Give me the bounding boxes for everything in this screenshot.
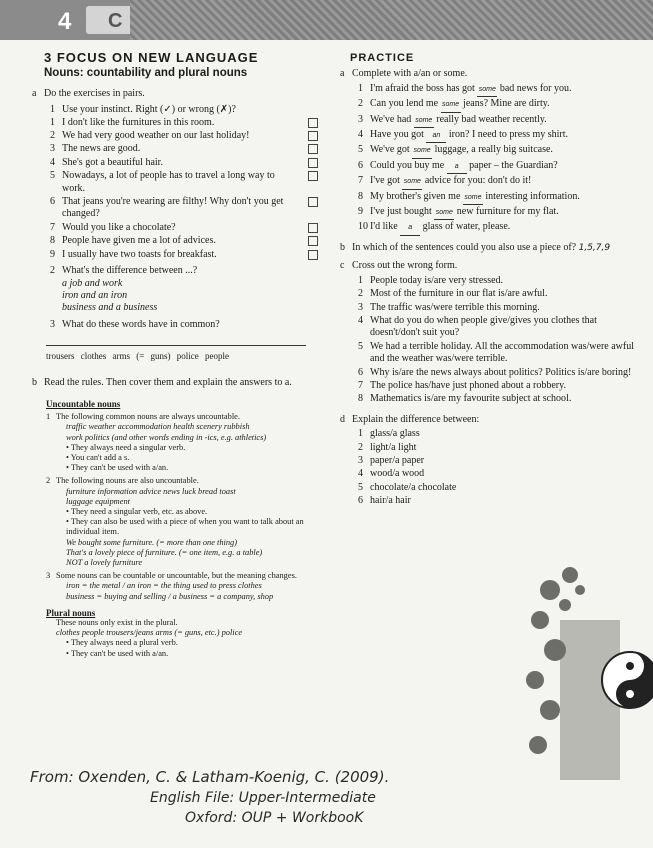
item-number: 4	[358, 468, 363, 480]
practice-b-heading: b In which of the sentences could you also use a piece of? 1,5,7,9	[340, 241, 611, 253]
item-number: 3	[358, 113, 363, 125]
item-text: We had very good weather on our last holiday!	[62, 130, 250, 142]
q2-line-3: business and a business	[62, 302, 158, 314]
item-text-before: I've just bought	[370, 206, 432, 218]
item-text-before: I'd like	[370, 221, 398, 233]
rule-1-bullet-2: • You can't add a s.	[66, 452, 130, 462]
question-1: 1 Use your instinct. Right (✓) or wrong (✗)?	[50, 104, 236, 116]
list-item	[340, 380, 640, 392]
section-subtitle: Nouns: countability and plural nouns	[44, 67, 248, 80]
item-number: 8	[358, 190, 363, 202]
rules-heading-uncountable: Uncountable nouns	[46, 398, 121, 409]
rule-1-words: traffic weather accommodation health scenery rubbish	[66, 422, 250, 432]
checkbox[interactable]	[308, 131, 318, 141]
list-item	[340, 455, 640, 467]
item-number: 1	[358, 428, 363, 440]
item-text-before: My brother's given me	[370, 190, 461, 202]
item-number: 9	[358, 206, 363, 218]
checkbox[interactable]	[308, 197, 318, 207]
answer-blank[interactable]: a	[447, 161, 467, 174]
answer-blank[interactable]: some	[414, 115, 434, 128]
item-text-after: interesting information.	[485, 190, 580, 202]
list-item	[340, 206, 640, 220]
rule-2-bullet-2: • They can also be used with a piece of when you want to talk about an individual item.	[66, 517, 304, 537]
rule-1-bullet-1: • They always need a singular verb.	[66, 442, 186, 452]
answer-blank[interactable]: some	[434, 207, 454, 220]
list-item	[340, 83, 640, 97]
list-item	[32, 117, 324, 129]
list-item	[32, 235, 324, 247]
item-number: 2	[358, 98, 363, 110]
item-number: 7	[358, 175, 363, 187]
item-number: 2	[50, 130, 55, 142]
checkbox[interactable]	[308, 250, 318, 260]
rule-2-example-3: NOT a lovely furniture	[66, 557, 143, 567]
rule-2-bullet-1: • They need a singular verb, etc. as above.	[66, 506, 208, 516]
list-item	[340, 191, 640, 205]
item-text: Nowadays, a lot of people has to travel a long way to work.	[62, 170, 275, 194]
divider	[46, 345, 306, 346]
item-text: People have given me a lot of advices.	[62, 235, 216, 247]
item-text: paper/a paper	[370, 454, 425, 466]
answer-blank[interactable]: some	[463, 192, 483, 205]
list-item	[32, 196, 324, 221]
list-item	[340, 495, 640, 507]
practice-title: PRACTICE	[350, 52, 415, 64]
item-number: 6	[358, 495, 363, 507]
answer-blank[interactable]: some	[402, 176, 422, 189]
item-text-after: advice for you: don't do it!	[424, 175, 532, 187]
item-text: What do you do when people give/gives you clothes that doesn't/don't suit you?	[370, 314, 597, 339]
answer-blank[interactable]: some	[477, 84, 497, 97]
item-number: 3	[50, 143, 55, 155]
item-number: 10	[358, 221, 368, 233]
plural-bullet-2: • They can't be used with a/an.	[66, 648, 169, 658]
list-item	[340, 442, 640, 454]
exercise-b-heading: b Read the rules. Then cover them and explain the answers to a.	[32, 376, 292, 388]
rule-3: 3 Some nouns can be countable or uncountable, but the meaning changes.	[46, 571, 297, 581]
rule-2-words-2: luggage equipment	[66, 496, 130, 506]
rule-1: 1 The following common nouns are always uncountable.	[46, 412, 240, 422]
left-column	[32, 52, 324, 659]
item-text: chocolate/a chocolate	[370, 481, 457, 493]
handwritten-citation	[30, 768, 389, 826]
list-item	[340, 160, 640, 174]
list-item	[340, 341, 640, 366]
citation-line-3: Oxford: OUP + WorkbooK	[185, 810, 364, 826]
list-item	[32, 143, 324, 155]
question-3: 3 What do these words have in common?	[50, 318, 220, 330]
checkbox[interactable]	[308, 223, 318, 233]
question-2: 2 What's the difference between ...?	[50, 265, 198, 277]
item-number: 4	[50, 156, 55, 168]
answer-blank[interactable]: some	[412, 145, 432, 158]
q2-line-2: iron and an iron	[62, 289, 128, 301]
item-number: 9	[50, 248, 55, 260]
item-text: wood/a wood	[370, 468, 425, 480]
item-text-after: glass of water, please.	[422, 221, 511, 233]
section-title: 3 FOCUS ON NEW LANGUAGE	[44, 50, 259, 65]
q2-line-1: a job and work	[62, 277, 123, 289]
item-number: 3	[358, 301, 363, 313]
item-text: People today is/are very stressed.	[370, 274, 504, 286]
rule-2-example-1: We bought some furniture. (= more than one thing)	[66, 537, 238, 547]
rule-1-bullet-3: • They can't be used with a/an.	[66, 463, 169, 473]
item-text-after: iron? I need to press my shirt.	[448, 129, 569, 141]
item-number: 4	[358, 314, 363, 326]
item-number: 6	[50, 196, 55, 208]
list-item	[340, 367, 640, 379]
answer-blank[interactable]: some	[441, 99, 461, 112]
decorative-plant-image	[520, 560, 653, 780]
unit-number: 4	[58, 8, 72, 35]
item-text: The news are good.	[62, 143, 141, 155]
list-item	[32, 170, 324, 195]
citation-line-1: From: Oxenden, C. & Latham-Koenig, C. (2009).	[30, 768, 390, 786]
practice-d-heading: d Explain the difference between:	[340, 413, 480, 425]
list-item	[32, 222, 324, 234]
difference-list	[340, 428, 640, 507]
item-number: 2	[358, 441, 363, 453]
item-number: 6	[358, 366, 363, 378]
item-number: 7	[358, 379, 363, 391]
list-item	[340, 114, 640, 128]
item-text-before: Can you lend me	[370, 98, 439, 110]
item-text-before: Have you got	[370, 129, 424, 141]
item-text: We had a terrible holiday. All the accommodation was/were awful and the weather was/were terrible.	[370, 340, 635, 365]
practice-c-heading: c Cross out the wrong form.	[340, 260, 458, 272]
rules-heading-plural: Plural nouns	[46, 607, 96, 618]
item-text-before: We've got	[370, 144, 410, 156]
item-number: 5	[358, 144, 363, 156]
list-item	[340, 275, 640, 287]
list-item	[340, 393, 640, 405]
item-number: 5	[358, 481, 363, 493]
item-number: 4	[358, 129, 363, 141]
list-item	[340, 129, 640, 143]
item-number: 5	[358, 340, 363, 352]
list-item	[340, 221, 640, 235]
unit-header	[0, 0, 653, 40]
item-text: The traffic was/were terrible this morning.	[370, 301, 540, 313]
rule-2-example-2: That's a lovely piece of furniture. (= one item, e.g. a table)	[66, 547, 263, 557]
item-text-before: I've got	[370, 175, 400, 187]
plural-words: clothes people trousers/jeans arms (= guns, etc.) police	[56, 628, 243, 638]
item-text-before: We've had	[370, 113, 412, 125]
item-text: light/a light	[370, 441, 417, 453]
item-number: 1	[358, 274, 363, 286]
item-number: 8	[50, 235, 55, 247]
item-text-after: new furniture for my flat.	[456, 206, 559, 218]
rule-3-example-2: business = buying and selling / a business = a company, shop	[66, 591, 274, 601]
item-text-after: jeans? Mine are dirty.	[463, 98, 550, 110]
item-text-after: paper – the Guardian?	[469, 159, 558, 171]
list-item	[340, 302, 640, 314]
list-item	[340, 428, 640, 440]
checkbox[interactable]	[308, 158, 318, 168]
item-number: 6	[358, 159, 363, 171]
item-number: 1	[358, 82, 363, 94]
item-text-before: I'm afraid the boss has got	[370, 82, 475, 94]
item-text: She's got a beautiful hair.	[62, 156, 163, 168]
list-item	[340, 98, 640, 112]
plural-bullet-1: • They always need a plural verb.	[66, 638, 178, 648]
rule-2: 2 The following nouns are also uncountable.	[46, 476, 199, 486]
rule-2-words: furniture information advice news luck bread toast	[66, 486, 236, 496]
item-text: Most of the furniture in our flat is/are awful.	[370, 288, 548, 300]
handwritten-answer: 1,5,7,9	[578, 242, 611, 253]
right-column	[340, 52, 640, 509]
practice-a-heading: a Complete with a/an or some.	[340, 68, 468, 80]
list-item	[340, 175, 640, 189]
cross-out-list	[340, 275, 640, 406]
item-text: glass/a glass	[370, 428, 420, 440]
header-pattern	[130, 0, 653, 40]
list-item	[340, 288, 640, 300]
item-text: Why is/are the news always about politics? Politics is/are boring!	[370, 366, 632, 378]
item-text: Would you like a chocolate?	[62, 221, 176, 233]
item-text: The police has/have just phoned about a robbery.	[370, 379, 566, 391]
item-text: Mathematics is/are my favourite subject at school.	[370, 393, 572, 405]
instinct-list	[32, 117, 324, 261]
rule-1-words-2: work politics (and other words ending in -ics, e.g. athletics)	[66, 432, 267, 442]
item-number: 2	[358, 288, 363, 300]
list-item	[340, 144, 640, 158]
unit-letter: C	[108, 10, 123, 32]
item-number: 7	[50, 221, 55, 233]
list-item	[340, 315, 640, 340]
list-item	[32, 157, 324, 169]
q3-words: trousers clothes arms (= guns) police people	[46, 351, 230, 362]
list-item	[340, 482, 640, 494]
checkbox[interactable]	[308, 144, 318, 154]
item-text: That jeans you're wearing are filthy! Why don't you get changed?	[62, 196, 284, 220]
list-item	[32, 130, 324, 142]
item-number: 3	[358, 454, 363, 466]
list-item	[32, 249, 324, 261]
item-text-after: really bad weather recently.	[436, 113, 547, 125]
item-text: I don't like the furnitures in this room.	[62, 116, 215, 128]
exercise-a-heading: a Do the exercises in pairs.	[32, 87, 145, 99]
answer-blank[interactable]: an	[426, 130, 446, 143]
plural-rule: These nouns only exist in the plural.	[56, 618, 178, 627]
checkbox[interactable]	[308, 236, 318, 246]
item-number: 1	[50, 116, 55, 128]
item-text-after: bad news for you.	[499, 82, 572, 94]
citation-line-2: English File: Upper-Intermediate	[150, 790, 376, 806]
complete-list	[340, 83, 640, 236]
item-text-after: luggage, a really big suitcase.	[434, 144, 553, 156]
item-number: 8	[358, 393, 363, 405]
item-text-before: Could you buy me	[370, 159, 445, 171]
item-text: hair/a hair	[370, 495, 411, 507]
item-number: 5	[50, 170, 55, 182]
list-item	[340, 468, 640, 480]
checkbox[interactable]	[308, 118, 318, 128]
item-text: I usually have two toasts for breakfast.	[62, 248, 217, 260]
answer-blank[interactable]: a	[400, 222, 420, 235]
rules-box	[32, 399, 324, 659]
checkbox[interactable]	[308, 171, 318, 181]
rule-3-example-1: iron = the metal / an iron = the thing used to press clothes	[66, 581, 262, 591]
